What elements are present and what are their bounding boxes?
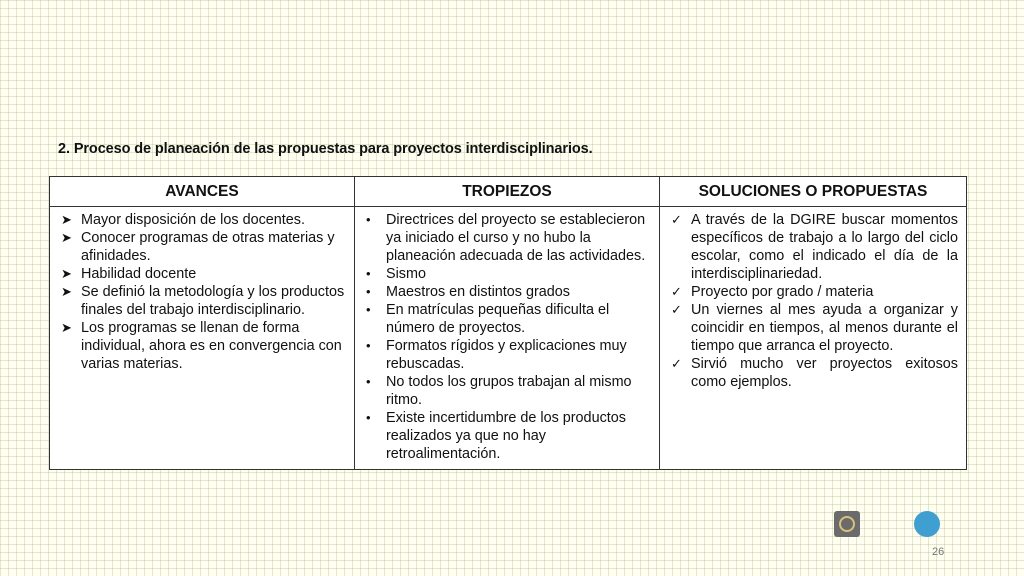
tropiezos-list — [363, 211, 651, 463]
soluciones-item-text: Sirvió mucho ver proyectos exitosos como ejemplos. — [691, 356, 958, 390]
list-item — [363, 265, 651, 283]
avances-item-text: Conocer programas de otras materias y afinidades. — [81, 230, 335, 264]
check-bullet-icon: ✓ — [671, 356, 682, 371]
unam-logo — [834, 511, 860, 537]
check-bullet-icon: ✓ — [671, 212, 682, 227]
dot-bullet-icon: • — [366, 374, 371, 389]
header-soluciones: SOLUCIONES O PROPUESTAS — [660, 177, 967, 207]
list-item — [668, 211, 958, 283]
dot-bullet-icon: • — [366, 284, 371, 299]
tropiezos-cell — [355, 207, 660, 470]
soluciones-item-text: A través de la DGIRE buscar momentos específicos de trabajo a lo largo del ciclo escolar, como el indicado el día de la interdisciplinariedad. — [691, 212, 958, 282]
tropiezos-item-text: No todos los grupos trabajan al mismo ritmo. — [386, 374, 632, 408]
tropiezos-item-text: Existe incertidumbre de los productos realizados ya que no hay retroalimentación. — [386, 410, 626, 462]
soluciones-cell — [660, 207, 967, 470]
list-item — [58, 319, 346, 373]
table-header-row — [50, 177, 967, 207]
list-item — [363, 211, 651, 265]
list-item — [58, 211, 346, 229]
tropiezos-item-text: En matrículas pequeñas dificulta el número de proyectos. — [386, 302, 610, 336]
dgire-50-logo — [870, 511, 904, 537]
avances-list — [58, 211, 346, 373]
arrow-bullet-icon: ➤ — [61, 284, 72, 299]
tropiezos-item-text: Directrices del proyecto se establecieron ya iniciado el curso y no hubo la planeación adecuada de las actividades. — [386, 212, 646, 264]
header-tropiezos: TROPIEZOS — [355, 177, 660, 207]
soluciones-list — [668, 211, 958, 391]
dot-bullet-icon: • — [366, 410, 371, 425]
soluciones-item-text: Un viernes al mes ayuda a organizar y coincidir en tiempos, al menos durante el tiempo que arranca el proyecto. — [691, 302, 958, 354]
arrow-bullet-icon: ➤ — [61, 320, 72, 335]
tropiezos-item-text: Formatos rígidos y explicaciones muy rebuscadas. — [386, 338, 627, 372]
avances-item-text: Los programas se llenan de forma individual, ahora es en convergencia con varias materias. — [81, 320, 342, 372]
dot-bullet-icon: • — [366, 266, 371, 281]
list-item — [58, 265, 346, 283]
header-avances: AVANCES — [50, 177, 355, 207]
arrow-bullet-icon: ➤ — [61, 266, 72, 281]
list-item — [363, 283, 651, 301]
list-item — [363, 409, 651, 463]
page-number: 26 — [932, 546, 945, 558]
soluciones-item-text: Proyecto por grado / materia — [691, 284, 874, 300]
dot-bullet-icon: • — [366, 338, 371, 353]
avances-item-text: Se definió la metodología y los productos finales del trabajo interdisciplinario. — [81, 284, 345, 318]
section-heading: 2. Proceso de planeación de las propuestas para proyectos interdisciplinarios. — [58, 141, 593, 157]
wm-logo — [950, 511, 1006, 537]
list-item — [58, 229, 346, 265]
tropiezos-item-text: Sismo — [386, 266, 426, 282]
list-item — [58, 283, 346, 319]
dot-bullet-icon: • — [366, 212, 371, 227]
dot-bullet-icon: • — [366, 302, 371, 317]
list-item — [668, 283, 958, 301]
list-item — [363, 337, 651, 373]
list-item — [363, 373, 651, 409]
tropiezos-item-text: Maestros en distintos grados — [386, 284, 570, 300]
planning-table — [49, 176, 967, 470]
avances-cell — [50, 207, 355, 470]
list-item — [668, 355, 958, 391]
check-bullet-icon: ✓ — [671, 284, 682, 299]
avances-item-text: Habilidad docente — [81, 266, 197, 282]
list-item — [668, 301, 958, 355]
footer-logos — [834, 510, 1006, 538]
avances-item-text: Mayor disposición de los docentes. — [81, 212, 305, 228]
arrow-bullet-icon: ➤ — [61, 212, 72, 227]
list-item — [363, 301, 651, 337]
si-logo — [914, 511, 940, 537]
table-row — [50, 207, 967, 470]
check-bullet-icon: ✓ — [671, 302, 682, 317]
arrow-bullet-icon: ➤ — [61, 230, 72, 245]
